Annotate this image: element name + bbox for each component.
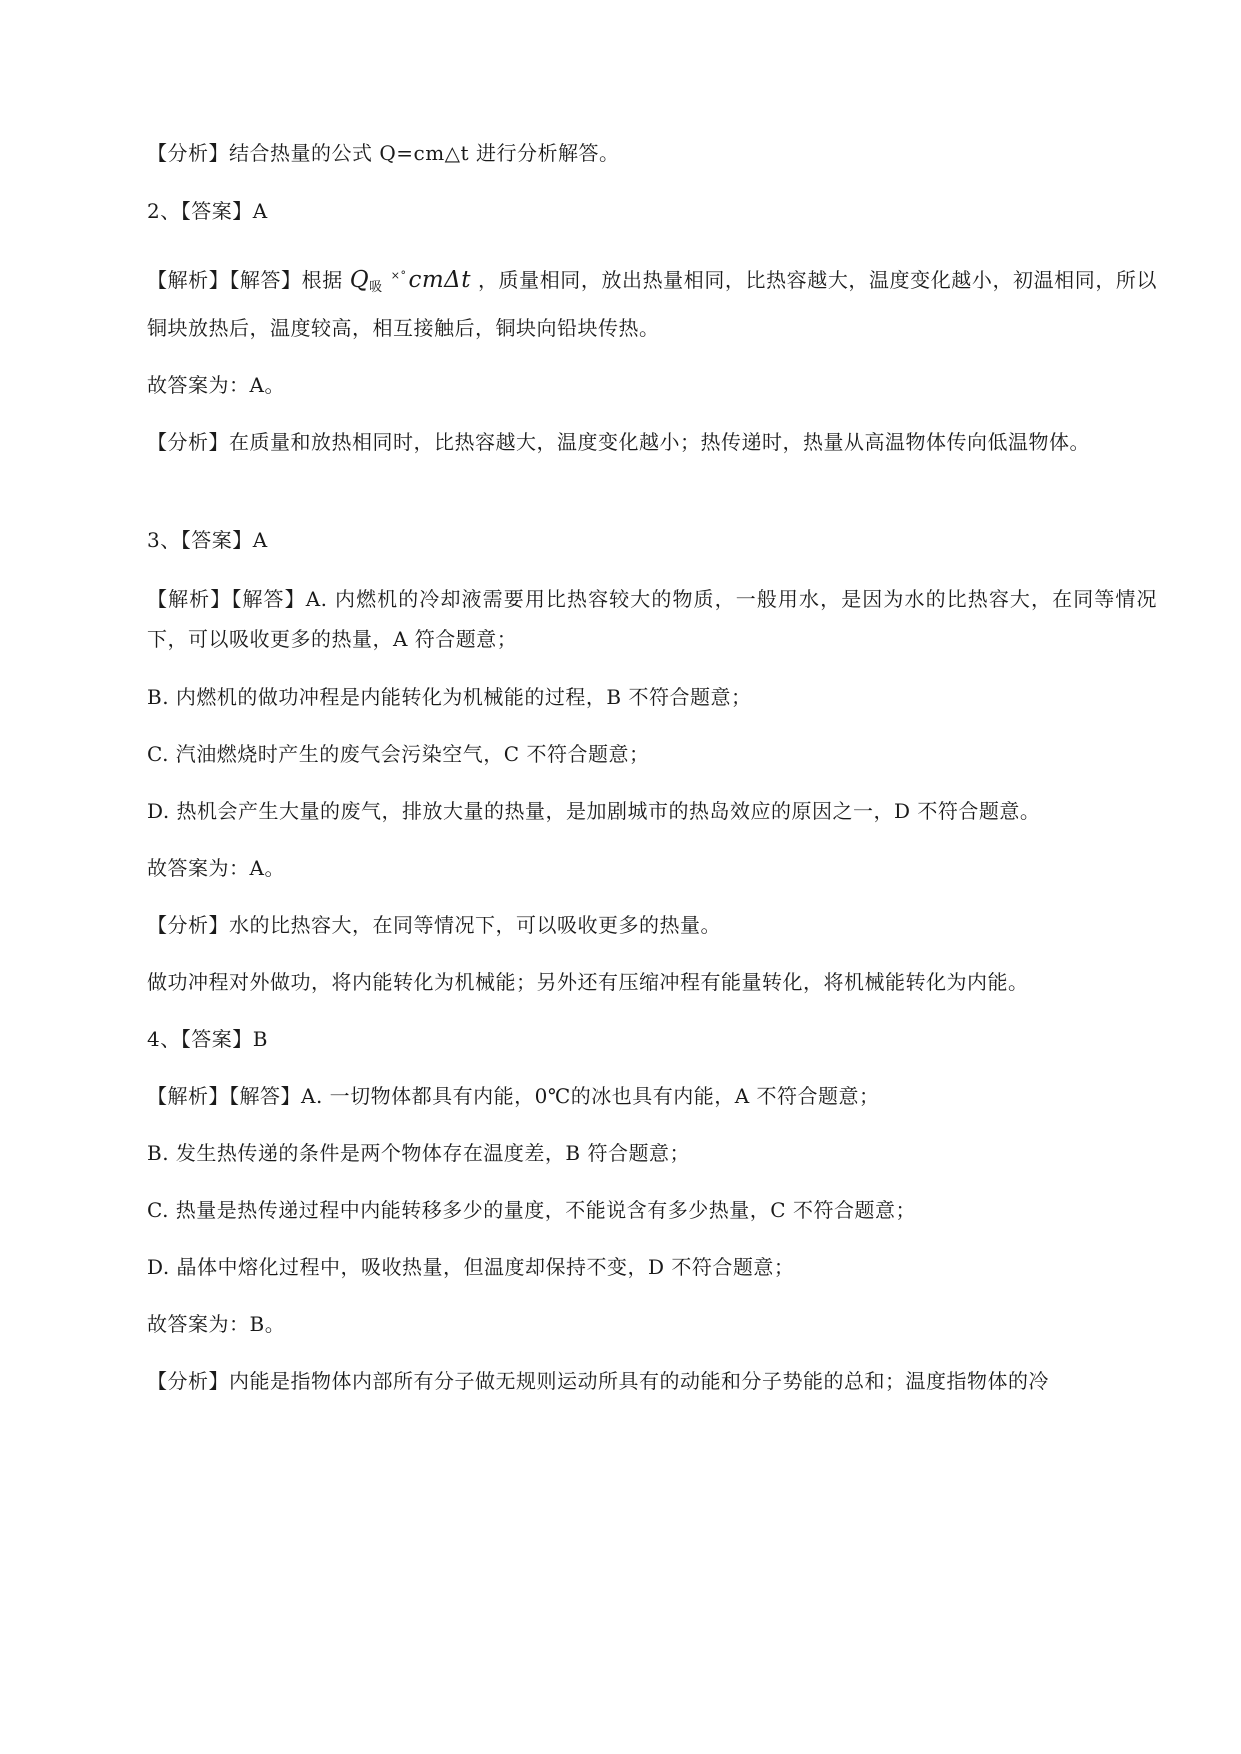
answer-q2: 2、【答案】A — [147, 199, 268, 223]
formula-mark: ×° — [390, 269, 407, 282]
explanation-q4-d: D. 晶体中熔化过程中，吸收热量，但温度却保持不变，D 不符合题意； — [147, 1255, 795, 1279]
formula-q: Q — [349, 267, 370, 293]
conclusion-q3: 故答案为：A。 — [147, 856, 285, 880]
analysis-q1: 【分析】结合热量的公式 Q=cm△t 进行分析解答。 — [147, 141, 620, 165]
conclusion-q2: 故答案为：A。 — [147, 373, 285, 397]
explanation-q3-b: B. 内燃机的做功冲程是内能转化为机械能的过程，B 不符合题意； — [147, 685, 752, 709]
analysis-q3-1: 【分析】水的比热容大，在同等情况下，可以吸收更多的热量。 — [147, 913, 721, 937]
explanation-q3-c: C. 汽油燃烧时产生的废气会污染空气，C 不符合题意； — [147, 742, 650, 766]
analysis-q2: 【分析】在质量和放热相同时，比热容越大，温度变化越小；热传递时，热量从高温物体传向低温物体。 — [147, 430, 1090, 454]
formula-rest: cmΔt — [408, 267, 472, 293]
explanation-q2 — [147, 256, 1157, 348]
explanation-q2-prefix: 【解析】【解答】根据 — [147, 268, 343, 292]
heat-formula — [350, 267, 471, 293]
explanation-q2-suffix: ，质量相同，放出热量相同，比热容越大，温度变化越小，初温相同，所以铜块放热后，温度较高，相互接触后，铜块向铅块传热。 — [147, 268, 1158, 340]
explanation-q4-c: C. 热量是热传递过程中内能转移多少的量度，不能说含有多少热量，C 不符合题意； — [147, 1198, 916, 1222]
analysis-q3-2: 做功冲程对外做功，将内能转化为机械能；另外还有压缩冲程有能量转化，将机械能转化为内能。 — [147, 970, 1029, 994]
explanation-q3-d: D. 热机会产生大量的废气，排放大量的热量，是加剧城市的热岛效应的原因之一，D 不符合题意。 — [147, 799, 1041, 823]
explanation-q3-a: 【解析】【解答】A. 内燃机的冷却液需要用比热容较大的物质，一般用水，是因为水的比热容大，在同等情况下，可以吸收更多的热量，A 符合题意； — [147, 587, 1157, 651]
formula-subscript: 吸 — [369, 280, 383, 295]
conclusion-q4: 故答案为：B。 — [147, 1312, 286, 1336]
answer-q3: 3、【答案】A — [147, 528, 268, 552]
answer-q4: 4、【答案】B — [147, 1027, 268, 1051]
analysis-q4: 【分析】内能是指物体内部所有分子做无规则运动所具有的动能和分子势能的总和；温度指物体的冷 — [147, 1369, 1049, 1393]
explanation-q4-b: B. 发生热传递的条件是两个物体存在温度差，B 符合题意； — [147, 1141, 690, 1165]
explanation-q4-a: 【解析】【解答】A. 一切物体都具有内能，0℃的冰也具有内能，A 不符合题意； — [147, 1084, 880, 1108]
